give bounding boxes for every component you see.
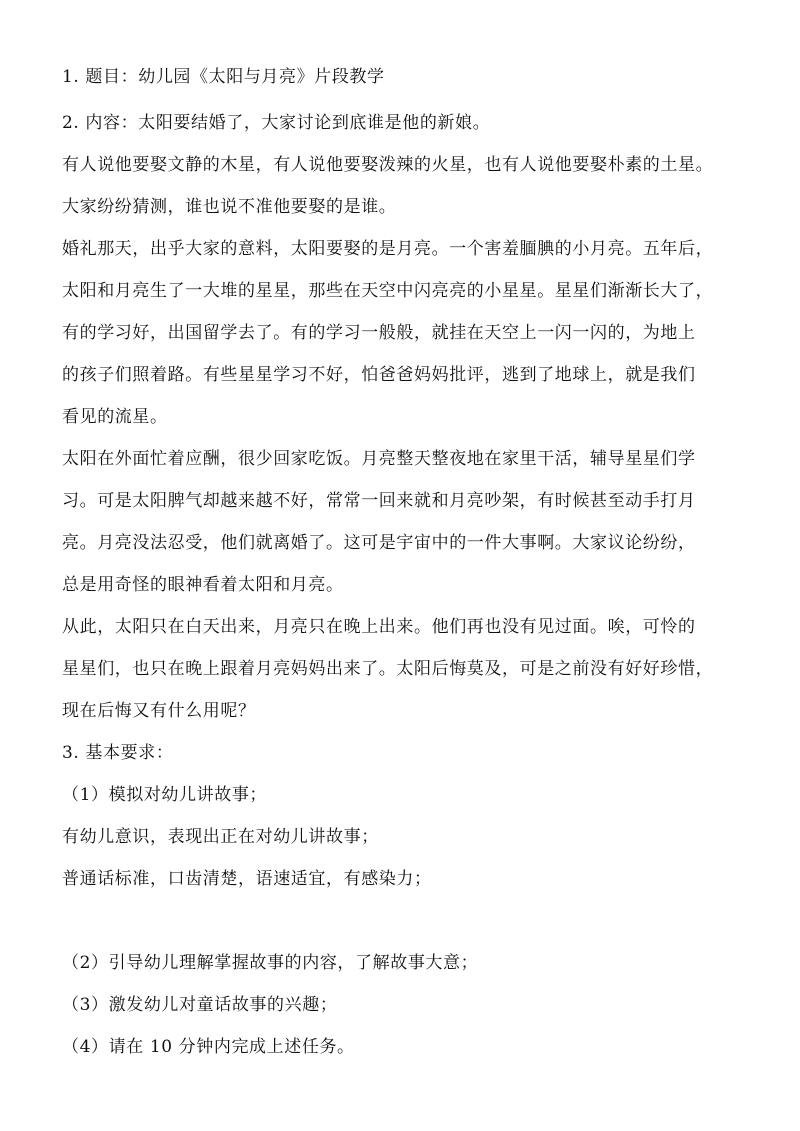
story-line: 太阳和月亮生了一大堆的星星，那些在天空中闪亮亮的小星星。星星们渐渐长大了， bbox=[62, 281, 714, 301]
requirement-detail: 有幼儿意识，表现出正在对幼儿讲故事； bbox=[62, 827, 379, 847]
story-line: 亮。月亮没法忍受，他们就离婚了。这可是宇宙中的一件大事啊。大家议论纷纷， bbox=[62, 533, 696, 553]
story-line: 星星们，也只在晚上跟着月亮妈妈出来了。太阳后悔莫及，可是之前没有好好珍惜， bbox=[62, 659, 714, 679]
content-line: 2. 内容：太阳要结婚了，大家讨论到底谁是他的新娘。 bbox=[62, 113, 491, 133]
requirement-item: （1）模拟对幼儿讲故事； bbox=[62, 785, 268, 805]
story-line: 有的学习好，出国留学去了。有的学习一般般，就挂在天空上一闪一闪的，为地上 bbox=[62, 323, 696, 343]
story-line: 有人说他要娶文静的木星，有人说他要娶泼辣的火星，也有人说他要娶朴素的土星。 bbox=[62, 155, 714, 175]
requirement-detail: 普通话标准，口齿清楚，语速适宜，有感染力； bbox=[62, 869, 432, 889]
requirement-item: （3）激发幼儿对童话故事的兴趣； bbox=[62, 995, 338, 1015]
story-line: 看见的流星。 bbox=[62, 407, 168, 427]
story-line: 婚礼那天，出乎大家的意料，太阳要娶的是月亮。一个害羞腼腆的小月亮。五年后， bbox=[62, 239, 714, 259]
title-line: 1. 题目：幼儿园《太阳与月亮》片段教学 bbox=[62, 67, 385, 87]
story-line: 的孩子们照着路。有些星星学习不好，怕爸爸妈妈批评，逃到了地球上，就是我们 bbox=[62, 365, 696, 385]
story-line: 太阳在外面忙着应酬，很少回家吃饭。月亮整天整夜地在家里干活，辅导星星们学 bbox=[62, 449, 696, 469]
story-line: 现在后悔又有什么用呢？ bbox=[62, 701, 256, 721]
story-line: 习。可是太阳脾气却越来越不好，常常一回来就和月亮吵架，有时候甚至动手打月 bbox=[62, 491, 696, 511]
requirements-heading: 3. 基本要求： bbox=[62, 743, 174, 763]
story-line: 大家纷纷猜测，谁也说不准他要娶的是谁。 bbox=[62, 197, 397, 217]
story-line: 从此，太阳只在白天出来，月亮只在晚上出来。他们再也没有见过面。唉，可怜的 bbox=[62, 617, 696, 637]
requirement-item: （4）请在 10 分钟内完成上述任务。 bbox=[62, 1037, 355, 1057]
requirement-item: （2）引导幼儿理解掌握故事的内容，了解故事大意； bbox=[62, 953, 479, 973]
story-line: 总是用奇怪的眼神看着太阳和月亮。 bbox=[62, 575, 344, 595]
